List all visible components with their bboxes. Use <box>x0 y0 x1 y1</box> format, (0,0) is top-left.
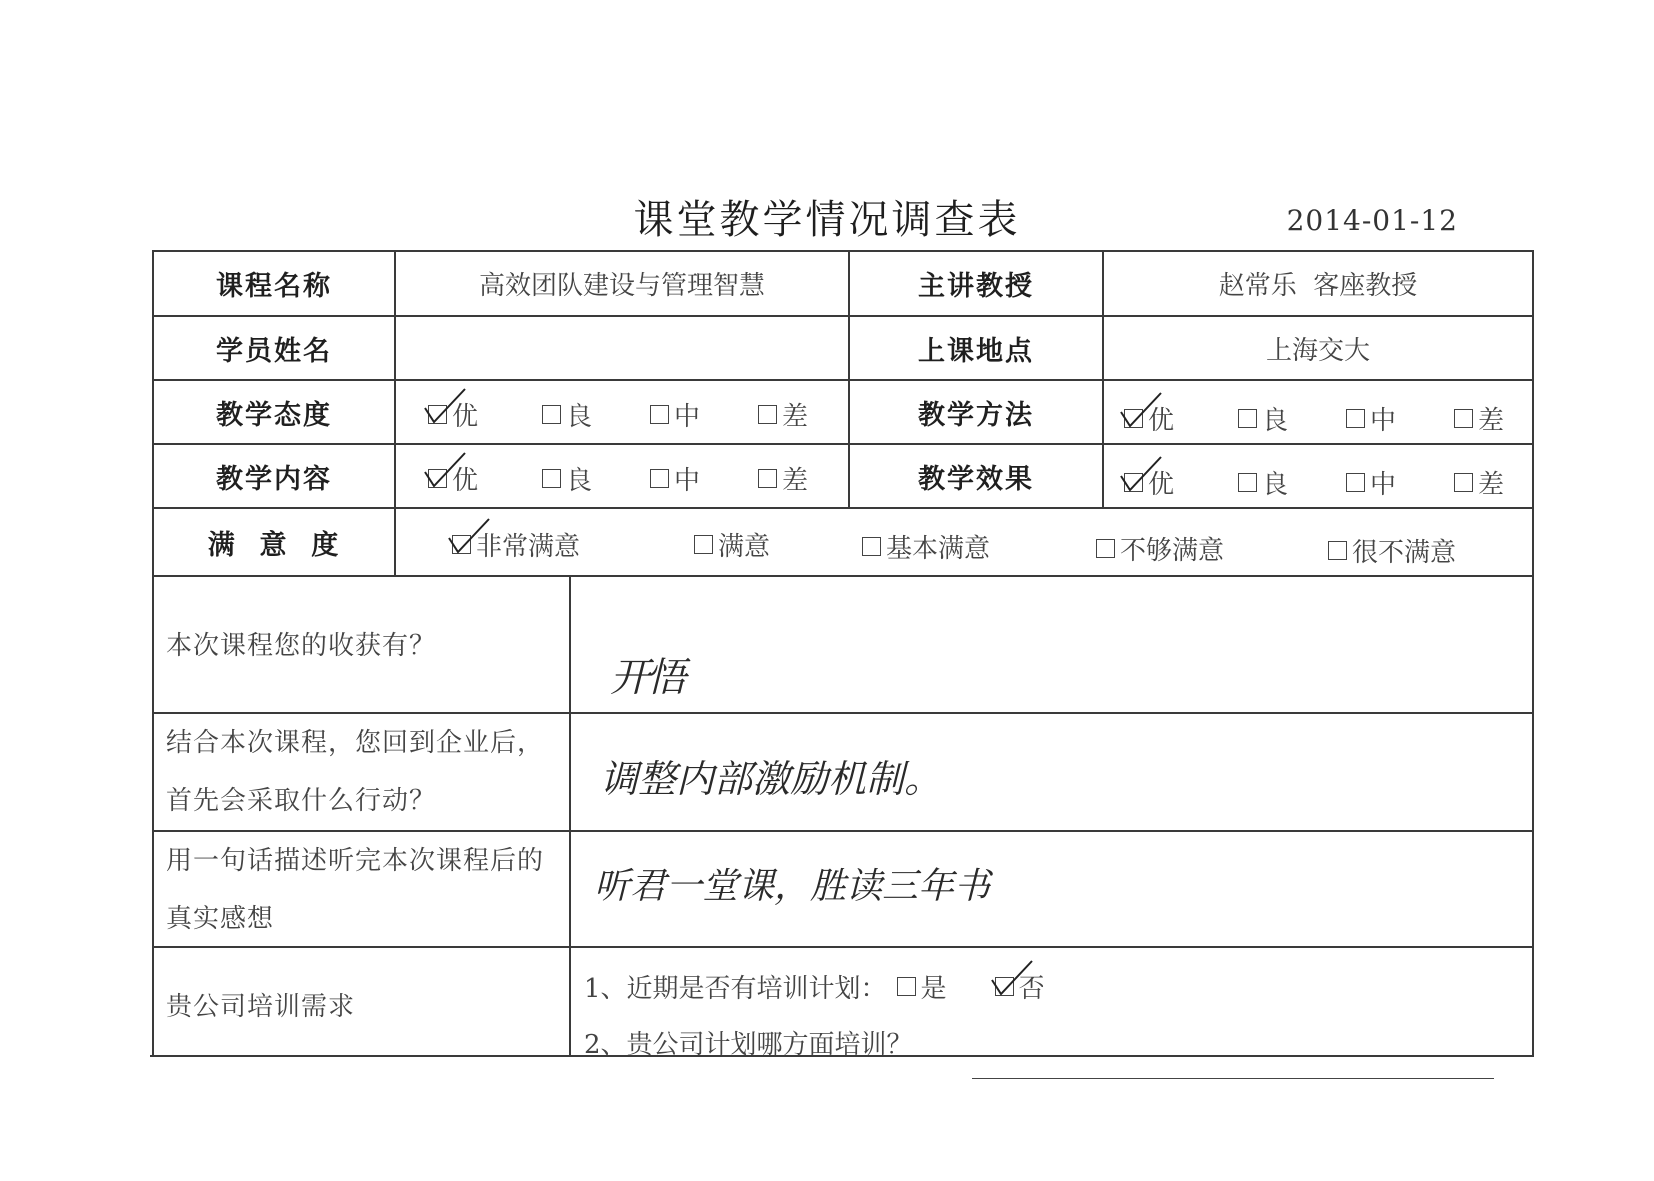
checkbox-icon[interactable] <box>1346 409 1365 428</box>
checkbox-icon[interactable] <box>758 405 777 424</box>
training-needs-label: 贵公司培训需求 <box>166 992 356 1022</box>
satisfaction-option-very-satisfied[interactable]: 非常满意 <box>452 526 580 563</box>
action-question: 结合本次课程，您回到企业后，首先会采取什么行动？ <box>166 728 545 816</box>
feeling-question: 用一句话描述听完本次课程后的真实感想 <box>166 846 545 934</box>
teaching-effect-label: 教学效果 <box>918 463 1034 495</box>
checkbox-checked-icon[interactable] <box>995 977 1014 996</box>
training-plan-yes[interactable]: 是 <box>897 968 947 1005</box>
satisfaction-option-satisfied[interactable]: 满意 <box>694 526 770 563</box>
checkbox-icon[interactable] <box>862 537 881 556</box>
teaching-content-label: 教学内容 <box>216 463 332 495</box>
method-option-medium[interactable]: 中 <box>1346 400 1396 437</box>
training-plan-no[interactable]: 否 <box>995 968 1045 1005</box>
effect-option-good[interactable]: 良 <box>1238 464 1288 501</box>
content-option-good[interactable]: 良 <box>542 460 592 497</box>
method-option-excellent[interactable]: 优 <box>1124 400 1174 437</box>
course-name-label: 课程名称 <box>216 271 332 302</box>
checkmark-icon <box>423 450 467 492</box>
checkmark-icon <box>1119 454 1163 496</box>
checkbox-icon[interactable] <box>1328 541 1347 560</box>
effect-option-medium[interactable]: 中 <box>1346 464 1396 501</box>
content-option-medium[interactable]: 中 <box>650 460 700 497</box>
checkbox-icon[interactable] <box>694 535 713 554</box>
checkbox-icon[interactable] <box>650 405 669 424</box>
effect-option-poor[interactable]: 差 <box>1454 464 1504 501</box>
checkmark-icon <box>423 386 467 428</box>
teaching-attitude-label: 教学态度 <box>216 399 332 431</box>
lecturer-label: 主讲教授 <box>918 271 1034 302</box>
attitude-option-excellent[interactable]: 优 <box>428 396 478 433</box>
checkbox-icon[interactable] <box>758 469 777 488</box>
method-option-good[interactable]: 良 <box>1238 400 1288 437</box>
checkbox-icon[interactable] <box>1454 473 1473 492</box>
checkbox-checked-icon[interactable] <box>428 469 447 488</box>
satisfaction-option-basic[interactable]: 基本满意 <box>862 528 990 565</box>
attitude-option-medium[interactable]: 中 <box>650 396 700 433</box>
checkbox-icon[interactable] <box>1238 473 1257 492</box>
teaching-method-label: 教学方法 <box>918 399 1034 431</box>
student-name-label: 学员姓名 <box>216 335 332 367</box>
method-option-poor[interactable]: 差 <box>1454 400 1504 437</box>
checkbox-icon[interactable] <box>1238 409 1257 428</box>
student-name-value[interactable] <box>396 317 848 379</box>
checkmark-icon <box>447 516 491 558</box>
location-value: 上海交大 <box>1265 335 1370 366</box>
checkbox-icon[interactable] <box>542 469 561 488</box>
action-answer[interactable]: 调整内部激励机制。 <box>600 757 943 801</box>
satisfaction-option-not-enough[interactable]: 不够满意 <box>1096 530 1224 567</box>
training-area-answer-line[interactable] <box>972 1054 1494 1079</box>
checkbox-checked-icon[interactable] <box>452 535 471 554</box>
gain-question: 本次课程您的收获有？ <box>166 631 437 661</box>
location-label: 上课地点 <box>918 335 1034 367</box>
satisfaction-option-very-unsatisfied[interactable]: 很不满意 <box>1328 532 1456 569</box>
checkbox-icon[interactable] <box>542 405 561 424</box>
checkbox-icon[interactable] <box>1454 409 1473 428</box>
checkbox-icon[interactable] <box>897 977 916 996</box>
lecturer-value: 赵常乐 客座教授 <box>1218 271 1418 301</box>
checkbox-icon[interactable] <box>650 469 669 488</box>
attitude-option-poor[interactable]: 差 <box>758 396 808 433</box>
checkmark-icon <box>1119 390 1163 432</box>
checkbox-icon[interactable] <box>1096 539 1115 558</box>
gain-answer[interactable]: 开悟 <box>610 655 682 701</box>
checkbox-icon[interactable] <box>1346 473 1365 492</box>
feeling-answer[interactable]: 听君一堂课，胜读三年书 <box>594 866 991 907</box>
checkbox-checked-icon[interactable] <box>1124 409 1143 428</box>
effect-option-excellent[interactable]: 优 <box>1124 464 1174 501</box>
content-option-excellent[interactable]: 优 <box>428 460 478 497</box>
attitude-option-good[interactable]: 良 <box>542 396 592 433</box>
training-area-question: 2、贵公司计划哪方面培训？ <box>584 1030 913 1060</box>
content-option-poor[interactable]: 差 <box>758 460 808 497</box>
form-date: 2014-01-12 <box>1286 204 1458 237</box>
checkbox-checked-icon[interactable] <box>1124 473 1143 492</box>
satisfaction-label: 满 意 度 <box>207 529 341 561</box>
form-title: 课堂教学情况调查表 <box>633 197 1021 243</box>
training-plan-question: 1、近期是否有培训计划： 是 否 <box>584 968 1045 1005</box>
course-name-value: 高效团队建设与管理智慧 <box>478 271 765 301</box>
checkbox-checked-icon[interactable] <box>428 405 447 424</box>
checkmark-icon <box>990 958 1034 1000</box>
